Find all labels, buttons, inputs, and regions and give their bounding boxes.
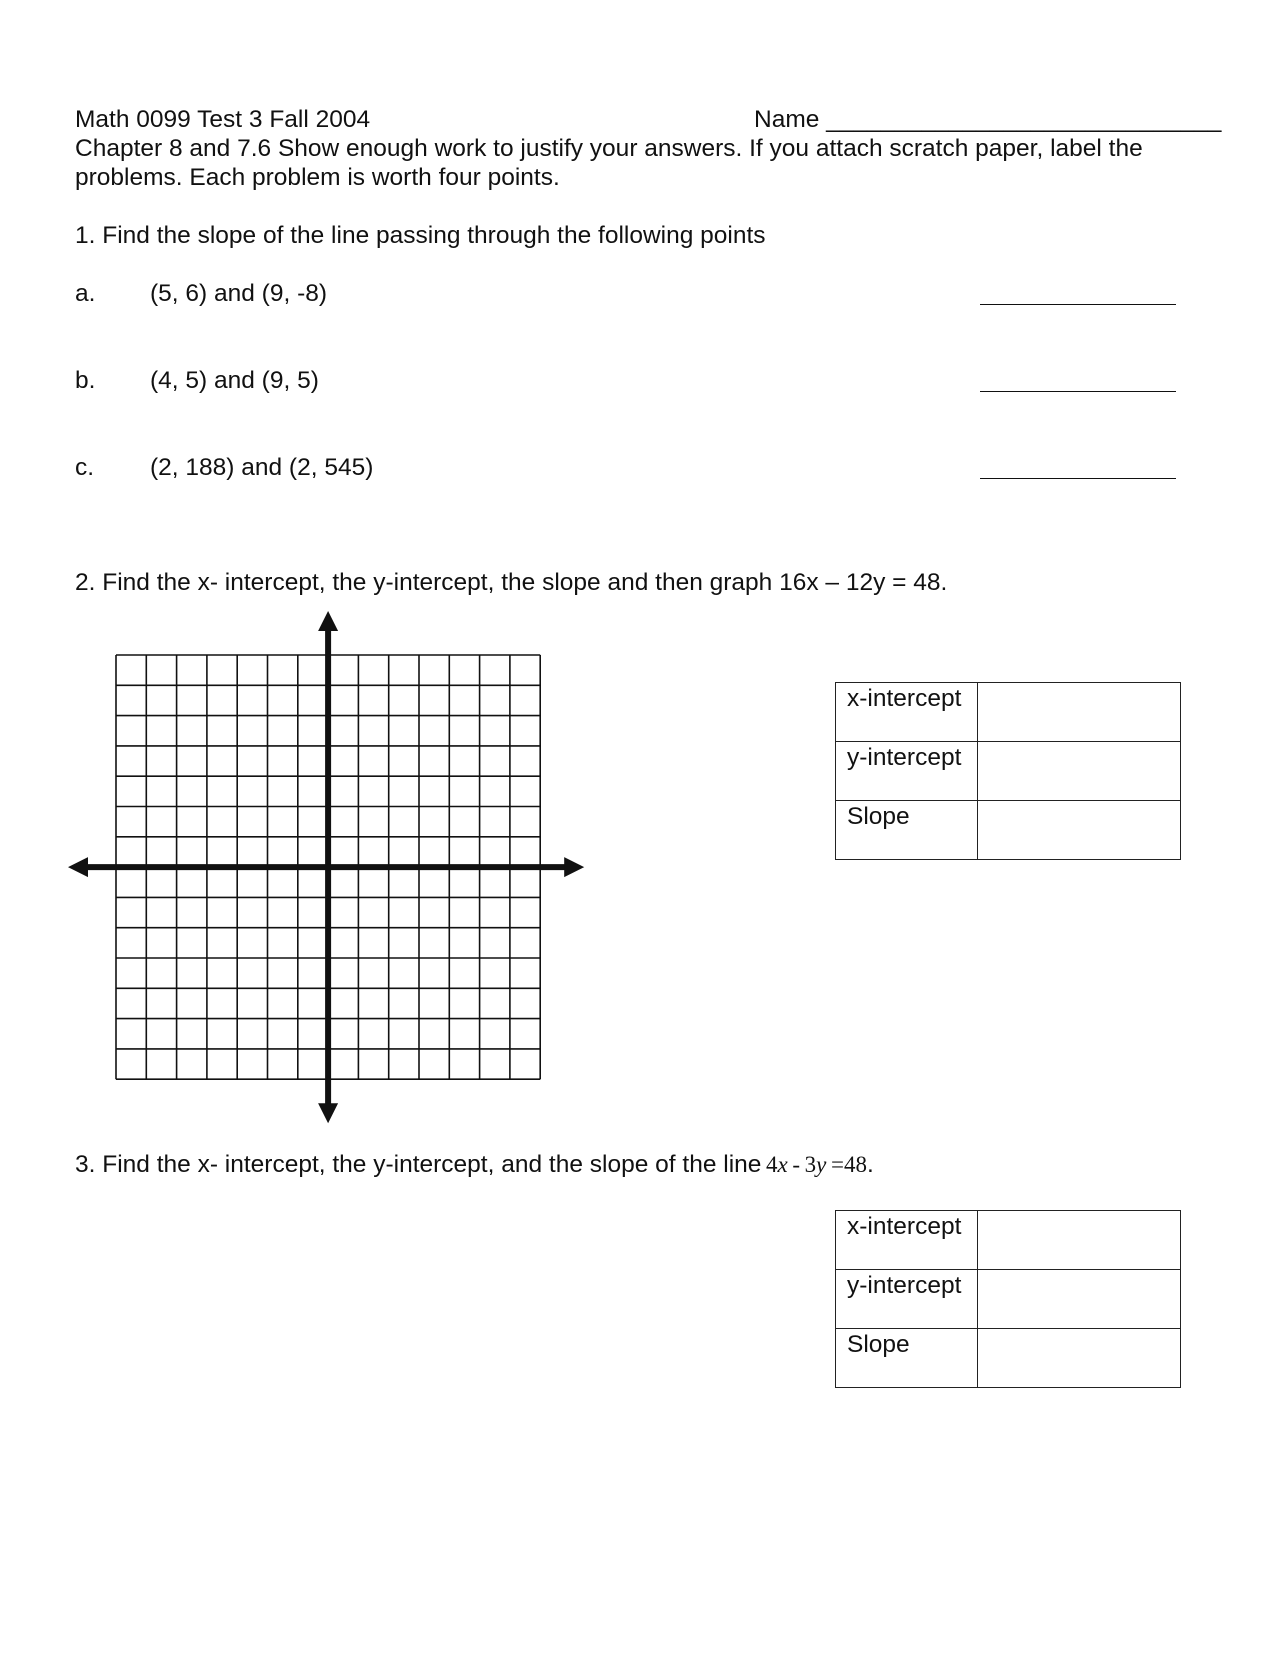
part-b-points: (4, 5) and (9, 5) [150,367,319,394]
x-intercept-label: x-intercept [836,683,978,742]
part-c-points: (2, 188) and (2, 545) [150,454,374,481]
slope-answer-cell[interactable] [978,1329,1181,1388]
problem-3-line [75,1150,874,1179]
name-label: Name [754,106,820,133]
slope-label: Slope [836,801,978,860]
eq-variable-y: y [816,1152,827,1177]
table-row [836,683,1181,742]
part-a-points: (5, 6) and (9, -8) [150,280,328,307]
y-intercept-answer-cell[interactable] [978,1270,1181,1329]
x-intercept-answer-cell[interactable] [978,683,1181,742]
table-row [836,801,1181,860]
part-a-label: a. [75,280,96,307]
table-row [836,1329,1181,1388]
slope-label: Slope [836,1329,978,1388]
name-blank: _____________________________ [826,106,1222,133]
table-row [836,742,1181,801]
slope-answer-cell[interactable] [978,801,1181,860]
y-intercept-label: y-intercept [836,742,978,801]
eq-constant: 48 [843,1152,867,1177]
problem-3-period: . [866,1151,874,1178]
problem-2-answer-table [835,682,1181,860]
eq-operator: - [792,1152,801,1177]
instructions-line-2: problems. Each problem is worth four points. [75,164,560,191]
x-intercept-answer-cell[interactable] [978,1211,1181,1270]
part-c-answer-blank[interactable] [980,478,1176,479]
x-axis-left-arrow [68,857,88,877]
x-axis-right-arrow [564,857,584,877]
name-field [754,105,1221,134]
x-intercept-label: x-intercept [836,1211,978,1270]
eq-equals: = [830,1152,844,1177]
instructions-line-1: Chapter 8 and 7.6 Show enough work to justify your answers. If you attach scratch paper, label the [75,135,1143,162]
table-row [836,1211,1181,1270]
table-row [836,1270,1181,1329]
problem-1-prompt: 1. Find the slope of the line passing through the following points [75,222,766,249]
y-intercept-label: y-intercept [836,1270,978,1329]
part-b-label: b. [75,367,96,394]
eq-coefficient-b: 3 [804,1152,817,1177]
problem-3-equation [761,1152,867,1177]
problem-3-answer-table [835,1210,1181,1388]
coordinate-grid[interactable] [50,605,590,1125]
problem-2-prompt: 2. Find the x- intercept, the y-intercept, the slope and then graph 16x – 12y = 48. [75,569,948,596]
y-axis-down-arrow [318,1103,338,1123]
part-c-label: c. [75,454,95,481]
eq-variable-x: x [777,1152,788,1177]
y-axis-up-arrow [318,611,338,631]
test-title: Math 0099 Test 3 Fall 2004 [75,106,371,133]
eq-coefficient-a: 4 [766,1152,778,1177]
problem-3-prompt: 3. Find the x- intercept, the y-intercept, and the slope of the line [75,1151,762,1178]
part-a-answer-blank[interactable] [980,304,1176,305]
y-intercept-answer-cell[interactable] [978,742,1181,801]
part-b-answer-blank[interactable] [980,391,1176,392]
